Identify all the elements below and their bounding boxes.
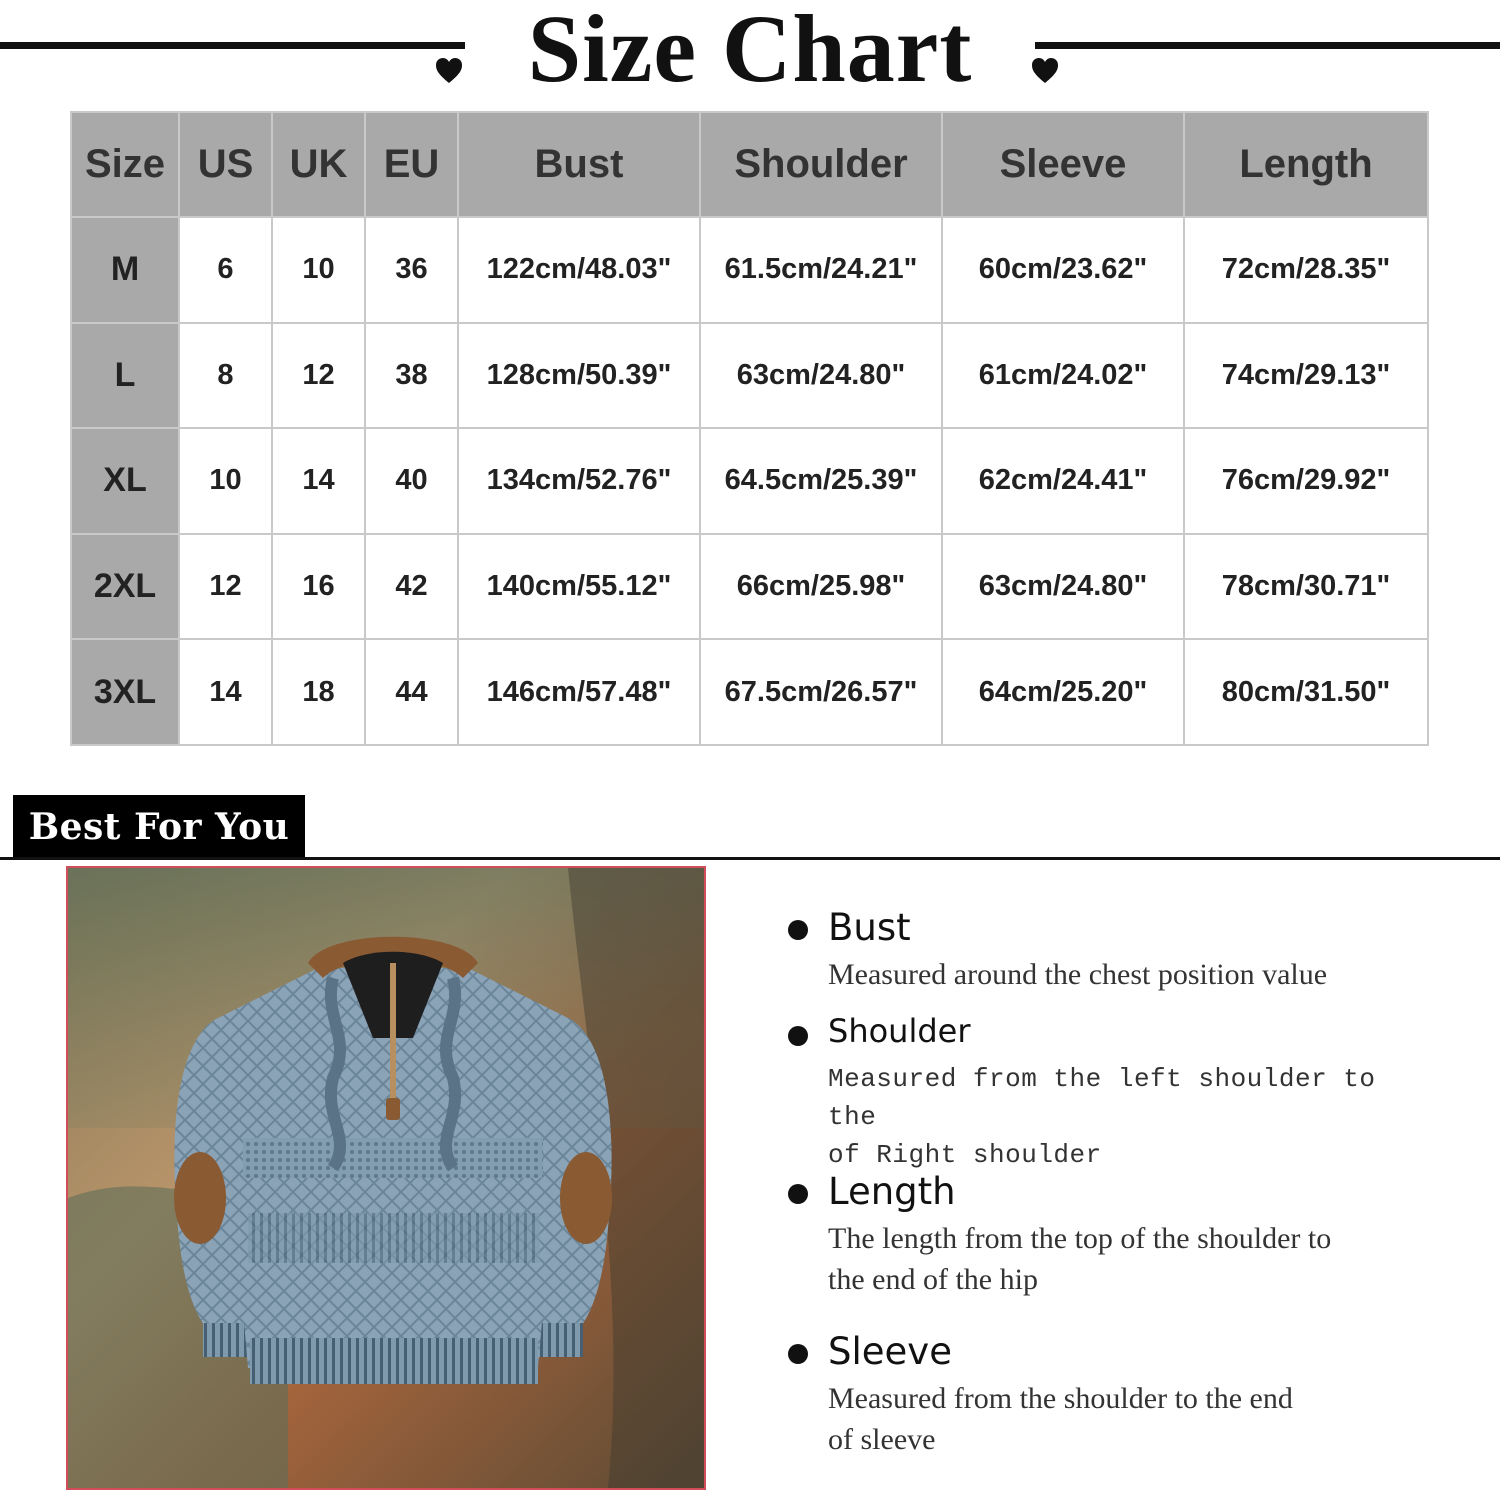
section-divider	[0, 857, 1500, 860]
column-header: Sleeve	[942, 112, 1184, 217]
bullet-icon	[788, 1344, 808, 1364]
table-cell: 64cm/25.20"	[942, 639, 1184, 745]
table-cell: 12	[272, 323, 365, 429]
table-cell: 44	[365, 639, 458, 745]
heart-icon	[434, 56, 464, 86]
table-row	[71, 639, 1428, 745]
guide-description-line: The length from the top of the shoulder to	[828, 1222, 1332, 1255]
guide-term: Sleeve	[828, 1330, 952, 1373]
table-cell: 63cm/24.80"	[700, 323, 942, 429]
bullet-icon	[788, 920, 808, 940]
guide-item-shoulder	[786, 1012, 1426, 1170]
guide-description-line: of sleeve	[828, 1423, 936, 1456]
table-cell: 72cm/28.35"	[1184, 217, 1428, 323]
bullet-icon	[788, 1026, 808, 1046]
guide-term: Length	[828, 1170, 956, 1213]
table-cell: 40	[365, 428, 458, 534]
table-cell: 63cm/24.80"	[942, 534, 1184, 640]
size-label-cell: L	[71, 323, 179, 429]
product-image	[66, 866, 706, 1490]
table-cell: 60cm/23.62"	[942, 217, 1184, 323]
bullet-icon	[788, 1184, 808, 1204]
column-header: EU	[365, 112, 458, 217]
guide-description	[828, 1218, 1418, 1300]
guide-item-bust	[786, 906, 1426, 996]
table-cell: 80cm/31.50"	[1184, 639, 1428, 745]
table-cell: 8	[179, 323, 272, 429]
size-label-cell: XL	[71, 428, 179, 534]
table-cell: 10	[179, 428, 272, 534]
size-label-cell: M	[71, 217, 179, 323]
table-cell: 134cm/52.76"	[458, 428, 700, 534]
guide-description	[828, 1060, 1418, 1174]
table-cell: 42	[365, 534, 458, 640]
best-for-you-banner: Best For You	[13, 795, 305, 859]
column-header: Size	[71, 112, 179, 217]
guide-term: Shoulder	[828, 1012, 971, 1050]
column-header: Shoulder	[700, 112, 942, 217]
guide-item-sleeve	[786, 1330, 1426, 1470]
column-header: Bust	[458, 112, 700, 217]
table-cell: 18	[272, 639, 365, 745]
guide-item-length	[786, 1170, 1426, 1310]
table-row	[71, 534, 1428, 640]
table-row	[71, 323, 1428, 429]
table-cell: 10	[272, 217, 365, 323]
table-cell: 14	[179, 639, 272, 745]
size-chart-header	[0, 0, 1500, 100]
table-cell: 140cm/55.12"	[458, 534, 700, 640]
header-rule-left	[0, 42, 465, 49]
guide-description-line: Measured from the shoulder to the end	[828, 1382, 1293, 1415]
size-label-cell: 2XL	[71, 534, 179, 640]
table-cell: 12	[179, 534, 272, 640]
table-cell: 6	[179, 217, 272, 323]
guide-description-line: Measured around the chest position value	[828, 958, 1328, 991]
table-cell: 14	[272, 428, 365, 534]
table-cell: 146cm/57.48"	[458, 639, 700, 745]
table-cell: 62cm/24.41"	[942, 428, 1184, 534]
table-cell: 61cm/24.02"	[942, 323, 1184, 429]
sweater-illustration	[68, 868, 704, 1488]
column-header: Length	[1184, 112, 1428, 217]
table-cell: 16	[272, 534, 365, 640]
header-rule-right	[1035, 42, 1500, 49]
column-header: UK	[272, 112, 365, 217]
table-cell: 74cm/29.13"	[1184, 323, 1428, 429]
guide-description-line: Measured from the left shoulder to the	[828, 1064, 1376, 1132]
table-cell: 66cm/25.98"	[700, 534, 942, 640]
guide-description	[828, 954, 1418, 995]
guide-description-line: the end of the hip	[828, 1263, 1038, 1296]
table-header-row	[71, 112, 1428, 217]
table-cell: 122cm/48.03"	[458, 217, 700, 323]
table-row	[71, 217, 1428, 323]
table-cell: 78cm/30.71"	[1184, 534, 1428, 640]
size-label-cell: 3XL	[71, 639, 179, 745]
guide-description-line: of Right shoulder	[828, 1140, 1102, 1170]
table-cell: 76cm/29.92"	[1184, 428, 1428, 534]
table-cell: 67.5cm/26.57"	[700, 639, 942, 745]
table-cell: 38	[365, 323, 458, 429]
guide-term: Bust	[828, 906, 911, 949]
table-row	[71, 428, 1428, 534]
table-cell: 128cm/50.39"	[458, 323, 700, 429]
column-header: US	[179, 112, 272, 217]
guide-description	[828, 1378, 1418, 1460]
table-cell: 36	[365, 217, 458, 323]
page-title: Size Chart	[527, 0, 973, 102]
heart-icon	[1030, 56, 1060, 86]
size-table	[70, 111, 1429, 746]
table-cell: 64.5cm/25.39"	[700, 428, 942, 534]
table-cell: 61.5cm/24.21"	[700, 217, 942, 323]
